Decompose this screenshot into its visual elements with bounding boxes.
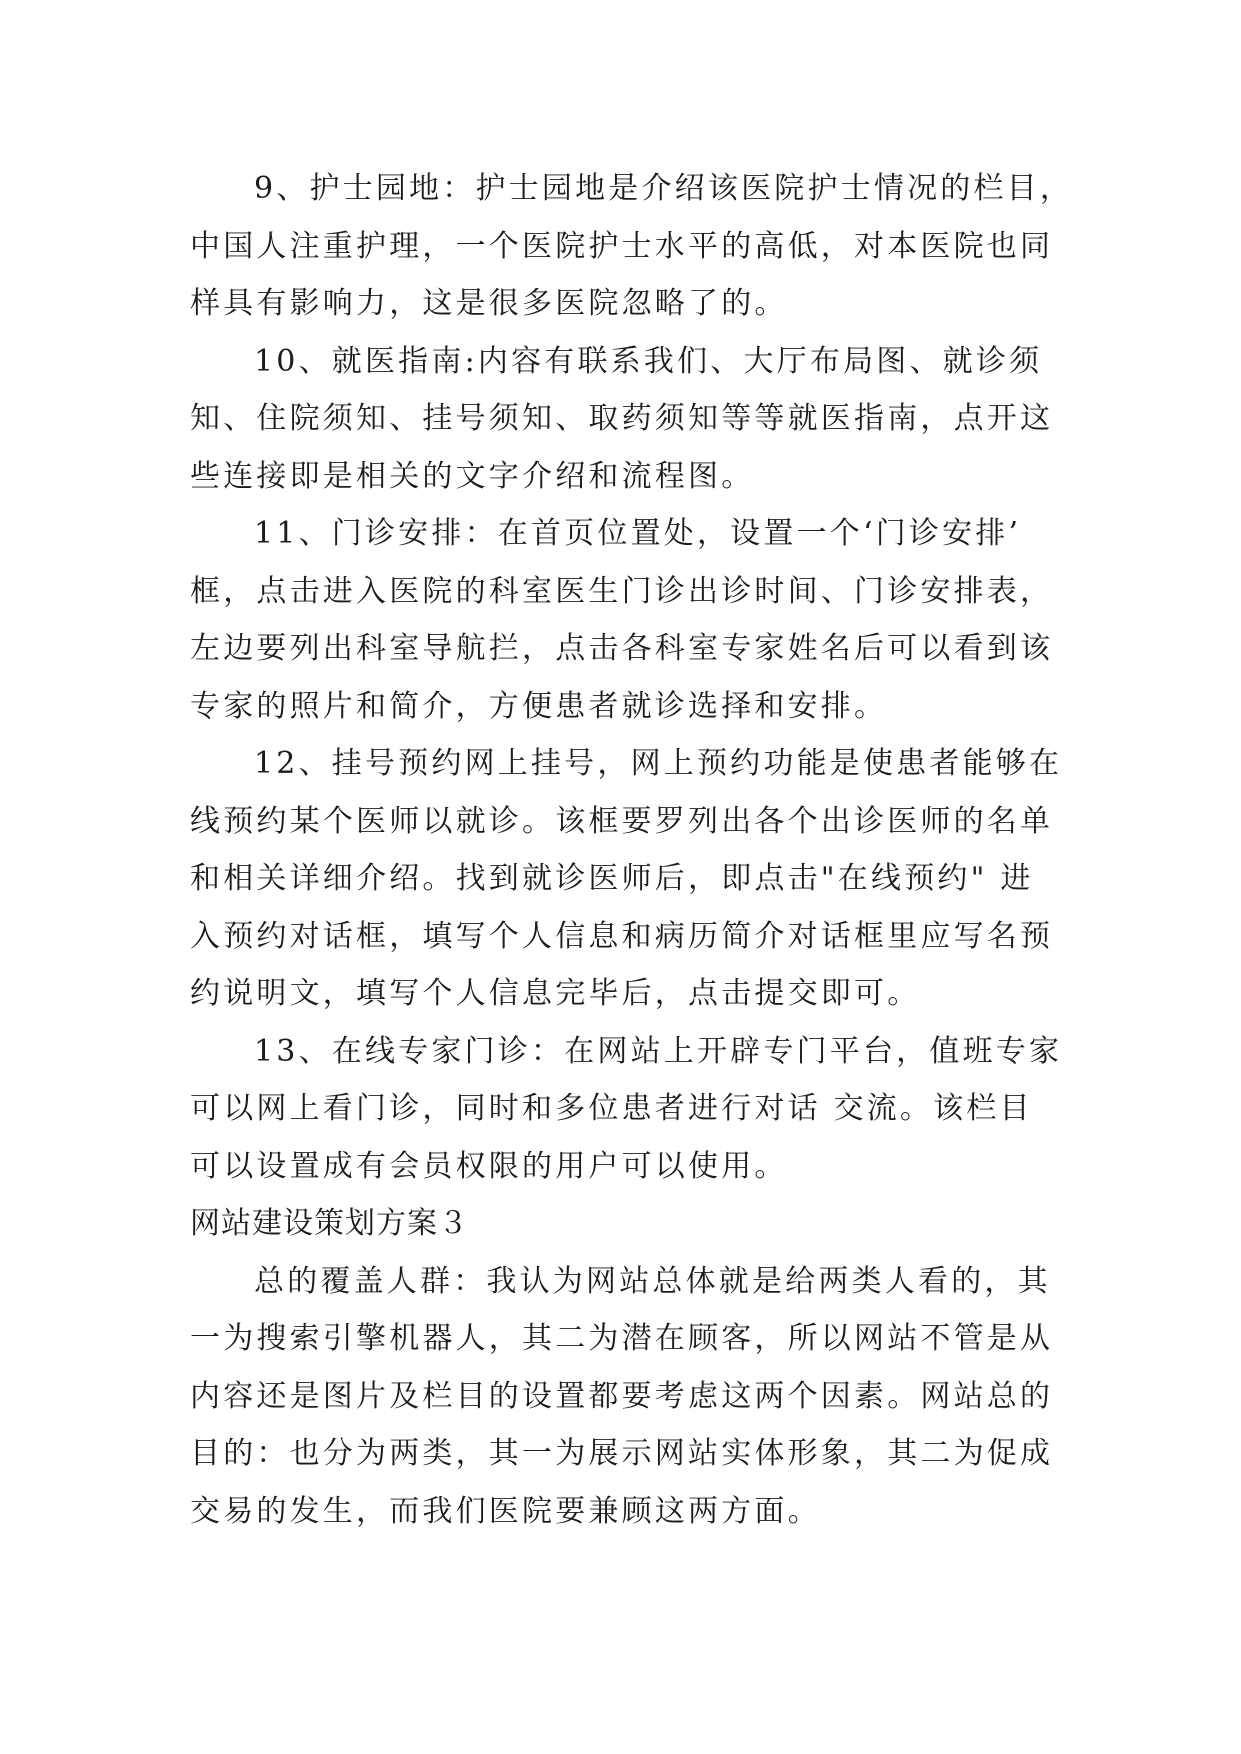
- paragraph-line: 10、就医指南:内容有联系我们、大厅布局图、就诊须: [254, 343, 1043, 379]
- paragraph-line: 中国人注重护理，一个医院护士水平的高低，对本医院也同: [190, 228, 1054, 264]
- section-heading: 网站建设策划方案３: [190, 1206, 469, 1241]
- document-body: [190, 160, 1074, 1540]
- paragraph-line: 交易的发生，而我们医院要兼顾这两方面。: [190, 1493, 821, 1529]
- paragraph-line: 和相关详细介绍。找到就诊医师后，即点击"在线预约" 进: [190, 861, 1034, 896]
- paragraph-line: 线预约某个医师以就诊。该框要罗列出各个出诊医师的名单: [190, 803, 1054, 839]
- paragraph-line: 可以网上看门诊，同时和多位患者进行对话 交流。该栏目: [190, 1091, 1033, 1126]
- paragraph-line: 12、挂号预约网上挂号，网上预约功能是使患者能够在: [254, 746, 1063, 781]
- section-medical-guide: [190, 333, 1054, 506]
- paragraph-line: 入预约对话框，填写个人信息和病历简介对话框里应写名预: [190, 918, 1054, 954]
- paragraph-line: 13、在线专家门诊：在网站上开辟专门平台，值班专家: [254, 1033, 1063, 1069]
- paragraph-line: 样具有影响力，这是很多医院忽略了的。: [190, 286, 788, 321]
- paragraph-line: 左边要列出科室导航拦，点击各科室专家姓名后可以看到该: [190, 631, 1054, 666]
- paragraph-line: 内容还是图片及栏目的设置都要考虑这两个因素。网站总的: [190, 1378, 1054, 1414]
- section-outpatient-schedule: [190, 505, 1054, 735]
- paragraph-line: 11、门诊安排：在首页位置处，设置一个‘门诊安排’: [254, 516, 1022, 551]
- paragraph-line: 一为搜索引擎机器人，其二为潜在顾客，所以网站不管是从: [190, 1321, 1054, 1356]
- paragraph-line: 些连接即是相关的文字介绍和流程图。: [190, 458, 755, 494]
- paragraph-line: 专家的照片和简介，方便患者就诊选择和安排。: [190, 688, 888, 724]
- paragraph-line: 框，点击进入医院的科室医生门诊出诊时间、门诊安排表，: [190, 573, 1054, 609]
- paragraph-line: 知、住院须知、挂号须知、取药须知等等就医指南，点开这: [190, 401, 1054, 436]
- section-nurse-garden: [190, 160, 1074, 333]
- section-online-booking: [190, 735, 1063, 1023]
- paragraph-line: 总的覆盖人群：我认为网站总体就是给两类人看的，其: [254, 1263, 1051, 1299]
- section-online-expert: [190, 1023, 1063, 1196]
- paragraph-line: 9、护士园地：护士园地是介绍该医院护士情况的栏目，: [254, 171, 1074, 206]
- paragraph-line: 可以设置成有会员权限的用户可以使用。: [190, 1148, 788, 1184]
- paragraph-line: 约说明文，填写个人信息完毕后，点击提交即可。: [190, 976, 921, 1011]
- section-overview: [190, 1253, 1054, 1541]
- paragraph-line: 目的：也分为两类，其一为展示网站实体形象，其二为促成: [190, 1436, 1054, 1471]
